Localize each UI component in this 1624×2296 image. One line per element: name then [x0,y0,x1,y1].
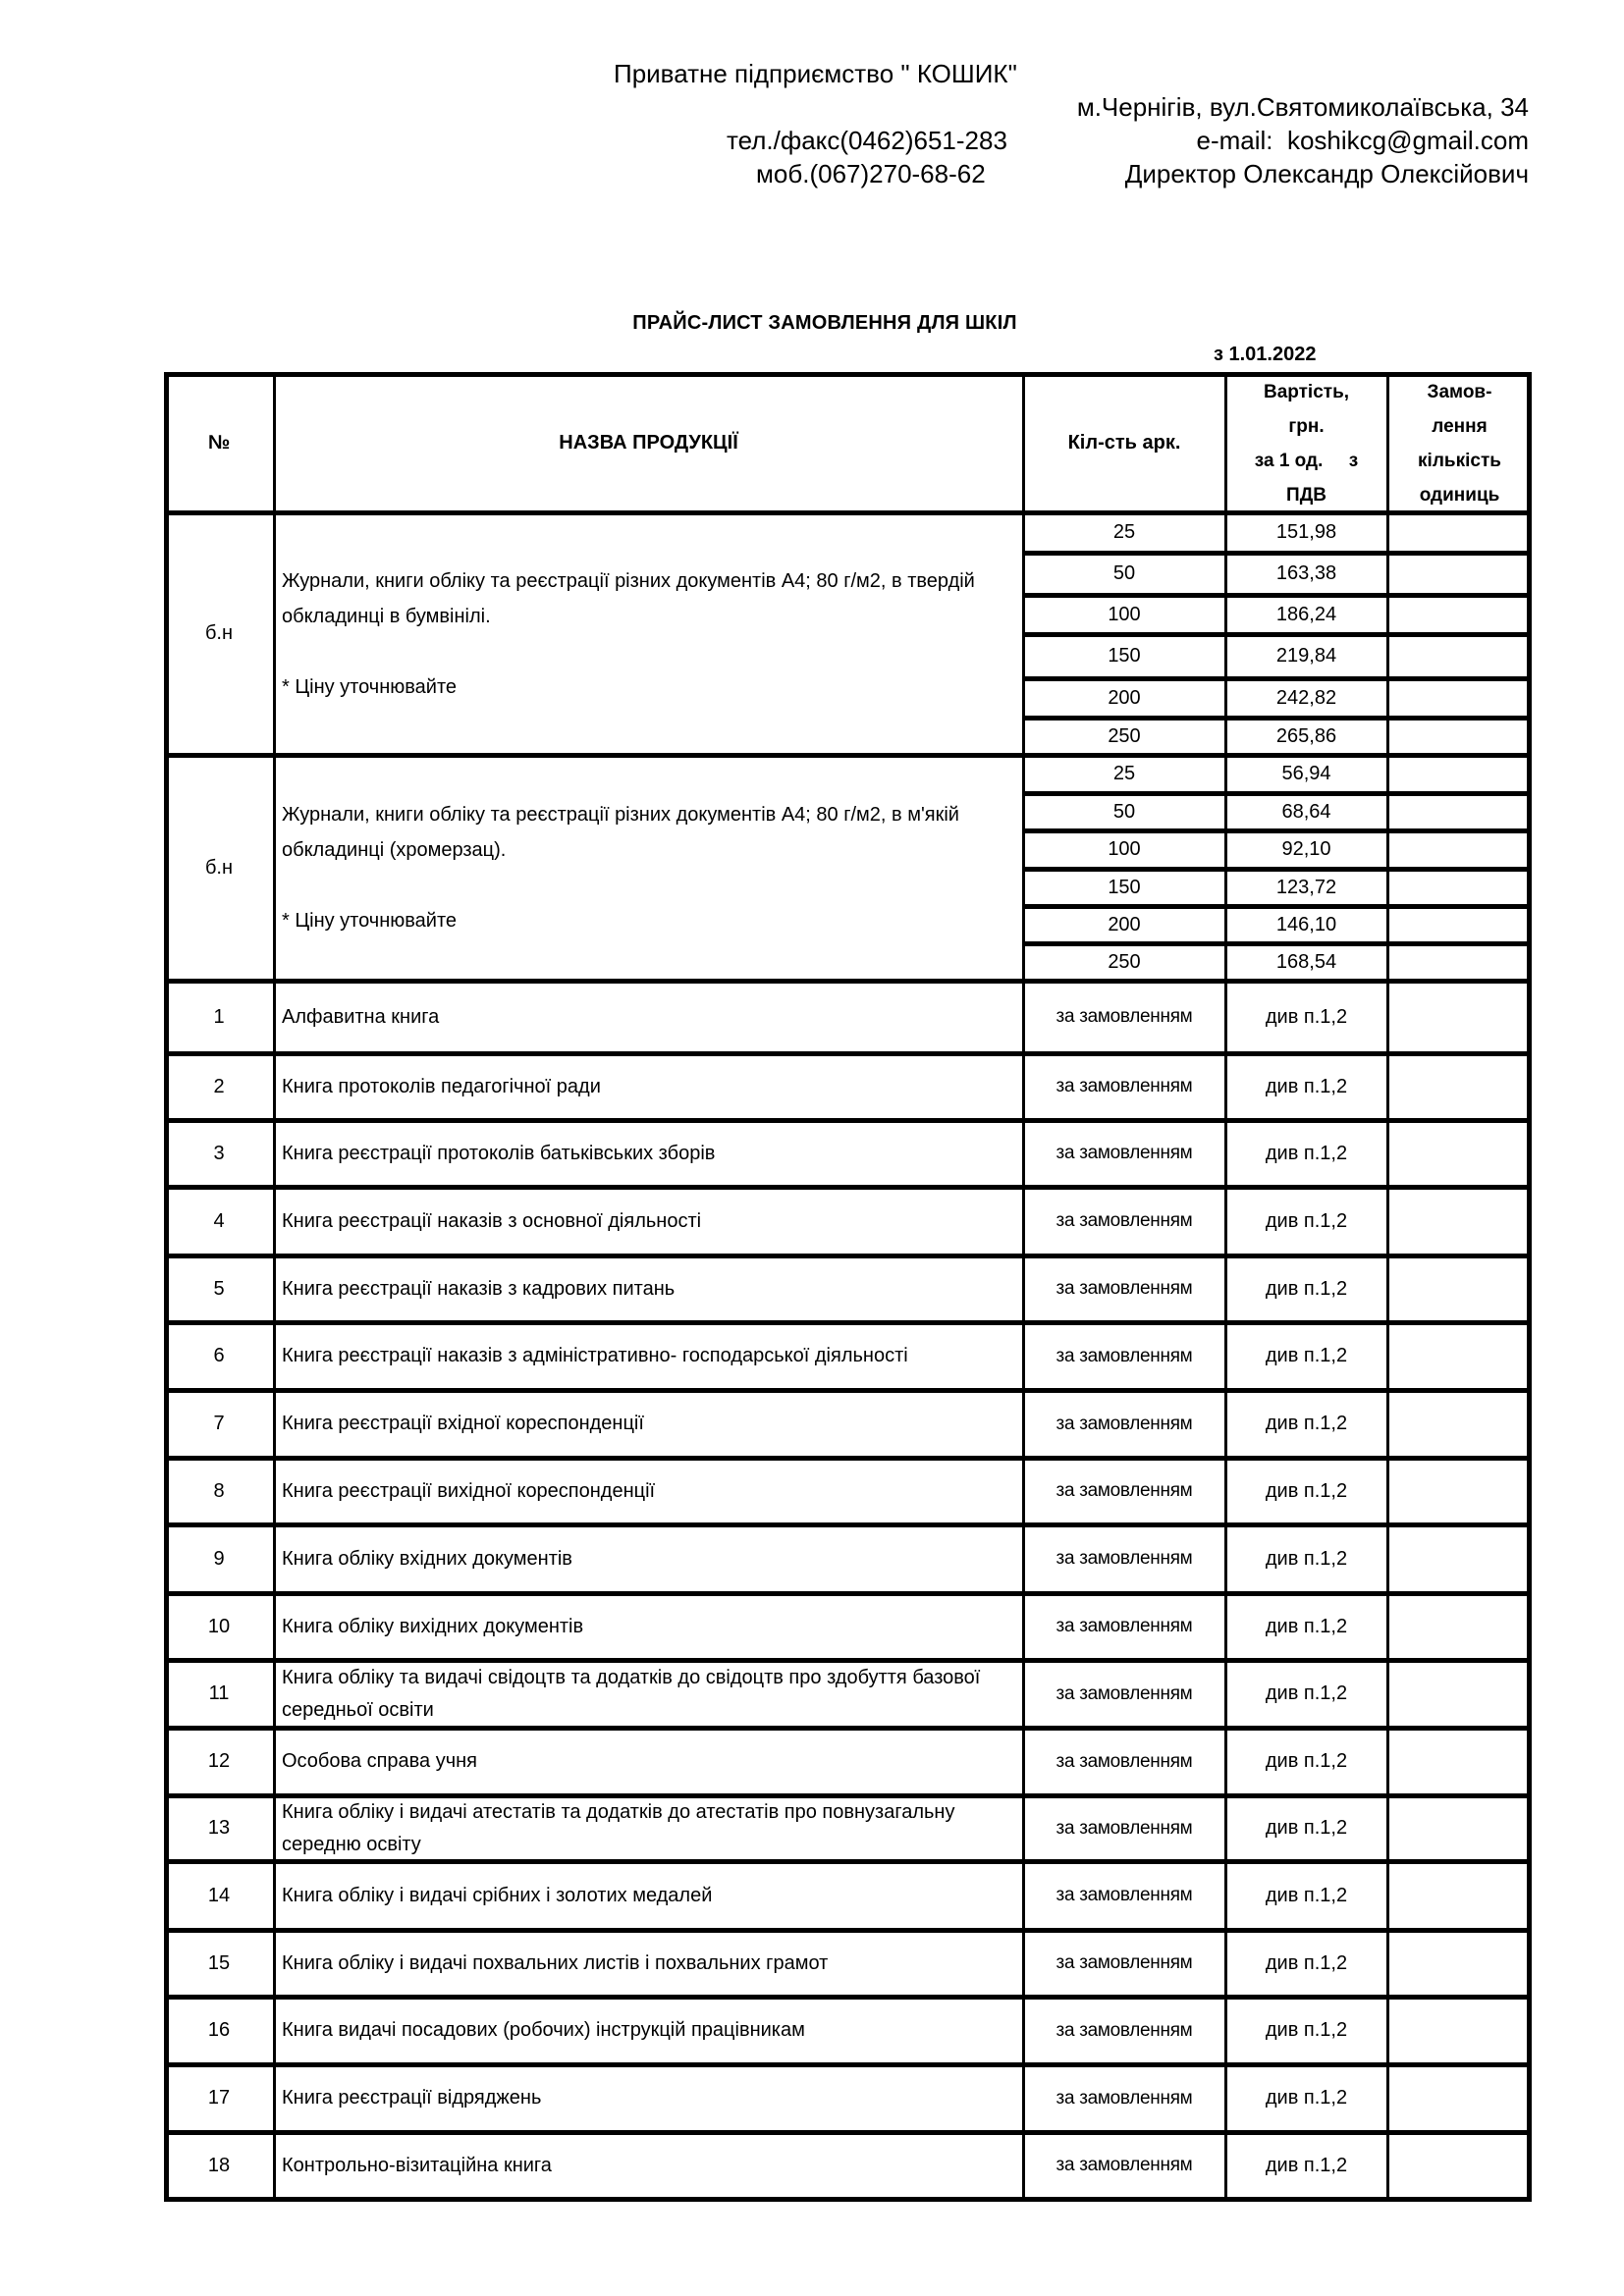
order-quantity-input[interactable] [1387,1458,1532,1524]
header-price-line4: ПДВ [1286,484,1326,506]
row-price: див п.1,2 [1265,1075,1348,1097]
row-number: 6 [213,1345,225,1366]
product-name: Алфавитна книга [282,1005,440,1028]
row-number: 11 [208,1682,230,1704]
variant-price: 242,82 [1275,686,1337,709]
row-price: див п.1,2 [1265,1277,1348,1300]
row-number: 13 [207,1817,231,1839]
row-number: 18 [207,2154,231,2176]
variant-price: 56,94 [1281,763,1331,784]
row-divider [164,510,1532,515]
row-sheets: за замовленням [1056,1278,1193,1299]
row-price: див п.1,2 [1265,1547,1348,1570]
order-quantity-input[interactable] [1387,793,1532,830]
row-divider [1023,551,1532,556]
group-number: б.н [204,856,234,879]
row-price: див п.1,2 [1265,1345,1348,1366]
row-divider [164,1522,1532,1527]
order-quantity-input[interactable] [1387,943,1532,981]
row-sheets: за замовленням [1056,1210,1193,1231]
variant-price: 186,24 [1275,603,1337,625]
row-number: 1 [213,1005,225,1028]
variant-sheets: 150 [1108,645,1141,667]
variant-sheets: 200 [1108,913,1141,935]
order-quantity-input[interactable] [1387,1524,1532,1593]
row-divider [164,1320,1532,1325]
product-name: Книга реєстрації відряджень [282,2087,542,2109]
header-name [274,374,1023,512]
row-divider [1023,716,1532,721]
header-number-label: № [207,432,231,454]
row-divider [1023,593,1532,598]
order-quantity-input[interactable] [1387,1728,1532,1795]
column-divider [1224,372,1227,2201]
product-name: Контрольно-візитаційна книга [282,2154,552,2176]
row-divider [164,753,1532,758]
row-divider [164,1793,1532,1798]
order-quantity-input[interactable] [1387,1187,1532,1255]
header-price-line2: грн. [1288,415,1325,437]
row-divider [1023,791,1532,796]
row-divider [164,1254,1532,1258]
order-quantity-input[interactable] [1387,553,1532,595]
column-divider [1386,372,1389,2201]
row-divider [164,2062,1532,2067]
row-divider [164,2197,1532,2202]
row-number: 3 [213,1142,225,1164]
order-quantity-input[interactable] [1387,830,1532,869]
row-price: див п.1,2 [1265,1951,1348,1974]
order-quantity-input[interactable] [1387,595,1532,634]
header-price-line3: за 1 од. з [1254,450,1359,471]
row-price: див п.1,2 [1265,1884,1348,1906]
row-number: 4 [213,1209,225,1232]
row-divider [164,372,1532,377]
row-price: див п.1,2 [1265,1142,1348,1164]
group-product-name [274,755,1023,981]
order-quantity-input[interactable] [1387,1660,1532,1728]
product-name: Книга видачі посадових (робочих) інструкцій працівникам [282,2019,805,2041]
company-phone: тел./факс(0462)651-283 [727,126,1007,155]
header-order [1387,374,1532,512]
header-order-line4: одиниць [1419,484,1500,506]
order-quantity-input[interactable] [1387,906,1532,943]
price-note: * Ціну уточнювайте [282,910,458,932]
header-sheets-label: Кіл-сть арк. [1067,432,1181,454]
variant-sheets: 100 [1108,838,1141,860]
row-number: 2 [213,1075,225,1097]
row-divider [164,1388,1532,1393]
row-divider [164,1118,1532,1123]
row-price: див п.1,2 [1265,1209,1348,1232]
row-price: див п.1,2 [1265,1817,1348,1839]
company-director: Директор Олександр Олексійович [1124,159,1529,188]
order-quantity-input[interactable] [1387,718,1532,755]
header-price-line1: Вартість, [1263,381,1350,402]
row-sheets: за замовленням [1056,1413,1193,1434]
variant-price: 68,64 [1281,800,1331,823]
order-quantity-input[interactable] [1387,1390,1532,1458]
row-sheets: за замовленням [1056,1750,1193,1772]
row-sheets: за замовленням [1056,1143,1193,1163]
variant-sheets: 50 [1112,562,1136,584]
order-quantity-input[interactable] [1387,2132,1532,2199]
column-divider [273,372,276,2201]
row-sheets: за замовленням [1056,1548,1193,1569]
product-name: Особова справа учня [282,1750,478,1772]
row-number: 10 [207,1615,231,1637]
order-quantity-input[interactable] [1387,1795,1532,1861]
variant-price: 163,38 [1275,562,1337,584]
row-price: див п.1,2 [1265,1750,1348,1772]
product-name: Книга обліку вихідних документів [282,1615,584,1637]
order-quantity-input[interactable] [1387,1593,1532,1660]
row-sheets: за замовленням [1056,1817,1193,1839]
product-name: Книга реєстрації наказів з основної діяльності [282,1209,702,1232]
order-quantity-input[interactable] [1387,512,1532,553]
product-name: Книга обліку та видачі свідоцтв та додатків до свідоцтв про здобуття базової середньої освіти [282,1666,981,1721]
row-divider [164,1185,1532,1190]
row-price: див п.1,2 [1265,1479,1348,1502]
column-divider [1527,372,1532,2201]
row-divider [164,1995,1532,2000]
order-quantity-input[interactable] [1387,1861,1532,1930]
header-number [164,374,274,512]
row-price: див п.1,2 [1265,1413,1348,1434]
row-sheets: за замовленням [1056,1345,1193,1366]
company-address: м.Чернігів, вул.Святомиколаївська, 34 [1076,92,1529,122]
product-name: Книга реєстрації вихідної кореспонденції [282,1479,656,1502]
group-number: б.н [204,622,234,644]
row-sheets: за замовленням [1056,1952,1193,1973]
row-number: 9 [213,1547,225,1570]
effective-date: з 1.01.2022 [1214,344,1317,365]
row-divider [164,1658,1532,1663]
variant-sheets: 250 [1108,724,1141,747]
header-price [1225,374,1387,512]
order-quantity-input[interactable] [1387,1997,1532,2064]
column-divider [1022,372,1025,2201]
row-divider [164,1726,1532,1731]
row-number: 12 [207,1750,231,1772]
order-quantity-input[interactable] [1387,981,1532,1053]
row-number: 8 [213,1479,225,1502]
header-order-line2: лення [1432,415,1488,437]
row-sheets: за замовленням [1056,2155,1193,2175]
variant-price: 123,72 [1275,876,1337,898]
variant-price: 219,84 [1275,645,1337,667]
header-name-label: НАЗВА ПРОДУКЦІЇ [559,432,738,454]
row-number: 14 [207,1884,231,1906]
row-divider [164,1456,1532,1461]
row-price: див п.1,2 [1265,2154,1348,2176]
product-name: Книга реєстрації наказів з кадрових питань [282,1277,676,1300]
variant-price: 265,86 [1275,724,1337,747]
order-quantity-input[interactable] [1387,869,1532,906]
company-mobile: моб.(067)270-68-62 [756,159,986,188]
product-name: Книга обліку і видачі атестатів та додатків до атестатів про повнузагальну середню освіту [282,1800,955,1855]
variant-price: 92,10 [1281,838,1331,860]
row-divider [1023,904,1532,909]
row-price: див п.1,2 [1265,1682,1348,1704]
row-sheets: за замовленням [1056,1885,1193,1905]
group-product-name [274,512,1023,755]
row-sheets: за замовленням [1056,1682,1193,1704]
row-divider [1023,632,1532,637]
row-sheets: за замовленням [1056,1006,1193,1027]
order-quantity-input[interactable] [1387,1930,1532,1997]
document-title: ПРАЙС-ЛИСТ ЗАМОВЛЕННЯ ДЛЯ ШКІЛ [632,312,1017,334]
row-price: див п.1,2 [1265,1615,1348,1637]
order-quantity-input[interactable] [1387,1053,1532,1120]
row-number: 17 [207,2087,231,2109]
order-quantity-input[interactable] [1387,1120,1532,1187]
variant-price: 168,54 [1275,950,1337,973]
header-sheets [1023,374,1225,512]
row-divider [164,1859,1532,1864]
product-name: Книга обліку і видачі срібних і золотих медалей [282,1884,713,1906]
row-number: 7 [213,1413,225,1434]
row-divider [164,1928,1532,1933]
row-sheets: за замовленням [1056,1076,1193,1096]
product-name: Книга обліку і видачі похвальних листів і похвальних грамот [282,1951,829,1974]
row-divider [1023,828,1532,833]
row-sheets: за замовленням [1056,1616,1193,1636]
row-divider [1023,676,1532,681]
variant-sheets: 25 [1112,521,1136,543]
group-name-text: Журнали, книги обліку та реєстрації різних документів А4; 80 г/м2, в твердій обкладинці в бумвінілі. [282,569,981,627]
product-name: Книга протоколів педагогічної ради [282,1075,601,1097]
variant-sheets: 200 [1108,686,1141,709]
row-number: 16 [207,2019,231,2041]
product-name: Книга реєстрації протоколів батьківських зборів [282,1142,716,1164]
row-sheets: за замовленням [1056,2087,1193,2109]
order-quantity-input[interactable] [1387,755,1532,793]
row-price: див п.1,2 [1265,1005,1348,1028]
column-divider [164,372,169,2201]
product-name: Книга реєстрації наказів з адміністративно- господарської діяльності [282,1345,908,1366]
order-quantity-input[interactable] [1387,1255,1532,1322]
row-sheets: за замовленням [1056,1480,1193,1501]
variant-sheets: 250 [1108,950,1141,973]
row-divider [1023,941,1532,946]
row-divider [164,2130,1532,2135]
company-name: Приватне підприємство " КОШИК" [614,59,1017,88]
row-price: див п.1,2 [1265,2087,1348,2109]
order-quantity-input[interactable] [1387,1322,1532,1390]
company-email: e-mail: koshikcg@gmail.com [1196,126,1529,155]
row-sheets: за замовленням [1056,2019,1193,2041]
variant-sheets: 25 [1112,763,1136,784]
product-name: Книга реєстрації вхідної кореспонденції [282,1413,644,1434]
variant-sheets: 50 [1112,800,1136,823]
row-divider [164,1051,1532,1056]
variant-sheets: 150 [1108,876,1141,898]
row-divider [164,1591,1532,1596]
row-divider [164,979,1532,984]
row-price: див п.1,2 [1265,2019,1348,2041]
order-quantity-input[interactable] [1387,634,1532,678]
variant-sheets: 100 [1108,603,1141,625]
variant-price: 146,10 [1275,913,1337,935]
row-number: 15 [207,1951,231,1974]
order-quantity-input[interactable] [1387,678,1532,718]
variant-price: 151,98 [1275,521,1337,543]
row-divider [1023,867,1532,872]
product-name: Книга обліку вхідних документів [282,1547,572,1570]
header-order-line1: Замов- [1427,381,1492,402]
header-order-line3: кількість [1418,450,1501,471]
group-name-text: Журнали, книги обліку та реєстрації різних документів А4; 80 г/м2, в м'якій обкладинці (хромерзац). [282,804,965,861]
row-number: 5 [213,1277,225,1300]
order-quantity-input[interactable] [1387,2064,1532,2132]
price-note: * Ціну уточнювайте [282,675,458,698]
